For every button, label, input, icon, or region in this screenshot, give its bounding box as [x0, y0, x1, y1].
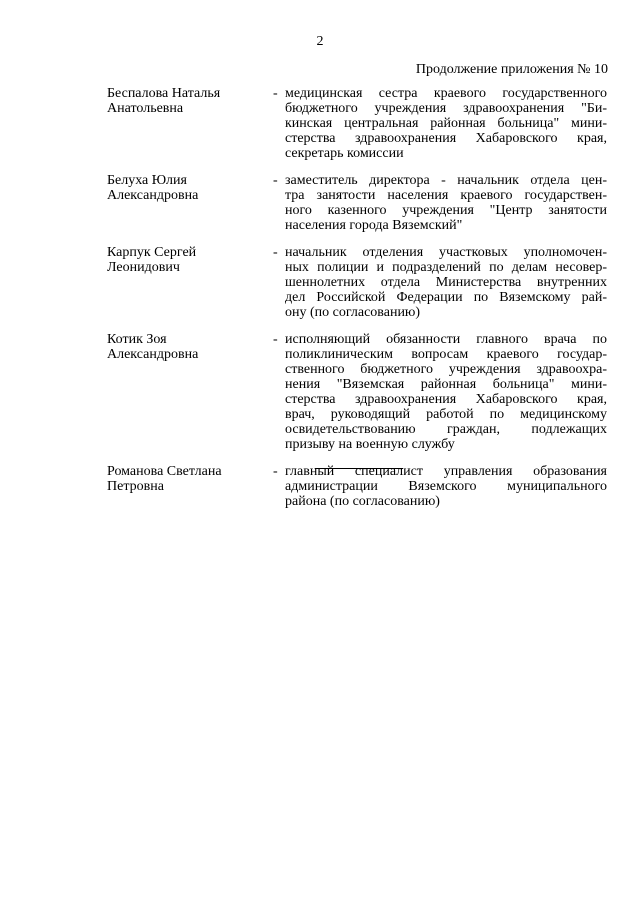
member-role-line: стерства здравоохранения Хабаровского края,: [285, 131, 607, 146]
member-role-line: заместитель директора - начальник отдела цен-: [285, 173, 607, 188]
member-name-line: Беспалова Наталья: [107, 86, 221, 101]
member-dash: -: [273, 245, 278, 260]
member-role-line: ону (по согласованию): [285, 305, 421, 320]
member-name: [107, 86, 267, 116]
member-role-line: исполняющий обязанности главного врача по: [285, 332, 607, 347]
member-name-line: Карпук Сергей: [107, 245, 197, 260]
member-role: [285, 464, 607, 509]
member-name: [107, 173, 267, 203]
member-role-line: населения города Вяземский": [285, 218, 463, 233]
member-role-line: дел Российской Федерации по Вяземскому рай-: [285, 290, 607, 305]
member-dash: -: [273, 173, 278, 188]
member-row: [107, 332, 607, 452]
member-role-line: администрации Вяземского муниципального: [285, 479, 607, 494]
appendix-continuation-note: Продолжение приложения № 10: [415, 62, 608, 77]
member-dash: -: [273, 332, 278, 347]
member-role-line: поликлиническим вопросам краевого государ-: [285, 347, 607, 362]
member-role-line: нения "Вяземская районная больница" мини-: [285, 377, 607, 392]
member-role: [285, 245, 607, 320]
member-name-line: Петровна: [107, 479, 164, 494]
member-role-line: бюджетного учреждения здравоохранения "Би-: [285, 101, 607, 116]
member-role-line: освидетельствованию граждан, подлежащих: [285, 422, 607, 437]
member-dash: -: [273, 86, 278, 101]
member-role-line: начальник отделения участковых уполномочен-: [285, 245, 607, 260]
member-name-line: Анатольевна: [107, 101, 184, 116]
member-role-line: призыву на военную службу: [285, 437, 455, 452]
member-role-line: шеннолетних отдела Министерства внутренних: [285, 275, 607, 290]
end-divider-line: [315, 468, 403, 469]
member-role-line: врач, руководящий работой по медицинскому: [285, 407, 607, 422]
member-name-line: Александровна: [107, 347, 199, 362]
page-number: 2: [316, 34, 324, 49]
member-role-line: ственного бюджетного учреждения здравоохра-: [285, 362, 607, 377]
member-role-line: медицинская сестра краевого государственного: [285, 86, 607, 101]
member-role-line: секретарь комиссии: [285, 146, 404, 161]
member-role-line: тра занятости населения краевого государствен-: [285, 188, 607, 203]
member-name: [107, 245, 267, 275]
member-role-line: стерства здравоохранения Хабаровского края,: [285, 392, 607, 407]
member-role-line: ного казенного учреждения "Центр занятости: [285, 203, 607, 218]
member-role: [285, 173, 607, 233]
member-row: [107, 464, 607, 509]
member-role: [285, 86, 607, 161]
member-name: [107, 332, 267, 362]
member-row: [107, 173, 607, 233]
member-role: [285, 332, 607, 452]
member-name-line: Белуха Юлия: [107, 173, 187, 188]
member-role-line: ных полиции и подразделений по делам несовер-: [285, 260, 607, 275]
member-name-line: Романова Светлана: [107, 464, 222, 479]
member-name-line: Александровна: [107, 188, 199, 203]
member-row: [107, 245, 607, 320]
member-name-line: Леонидович: [107, 260, 180, 275]
member-role-line: района (по согласованию): [285, 494, 440, 509]
member-name-line: Котик Зоя: [107, 332, 167, 347]
member-role-line: кинская центральная районная больница" мини-: [285, 116, 607, 131]
member-row: [107, 86, 607, 161]
member-dash: -: [273, 464, 278, 479]
member-name: [107, 464, 267, 494]
commission-member-list: [107, 86, 607, 521]
member-role-line: главный специалист управления образования: [285, 464, 607, 479]
